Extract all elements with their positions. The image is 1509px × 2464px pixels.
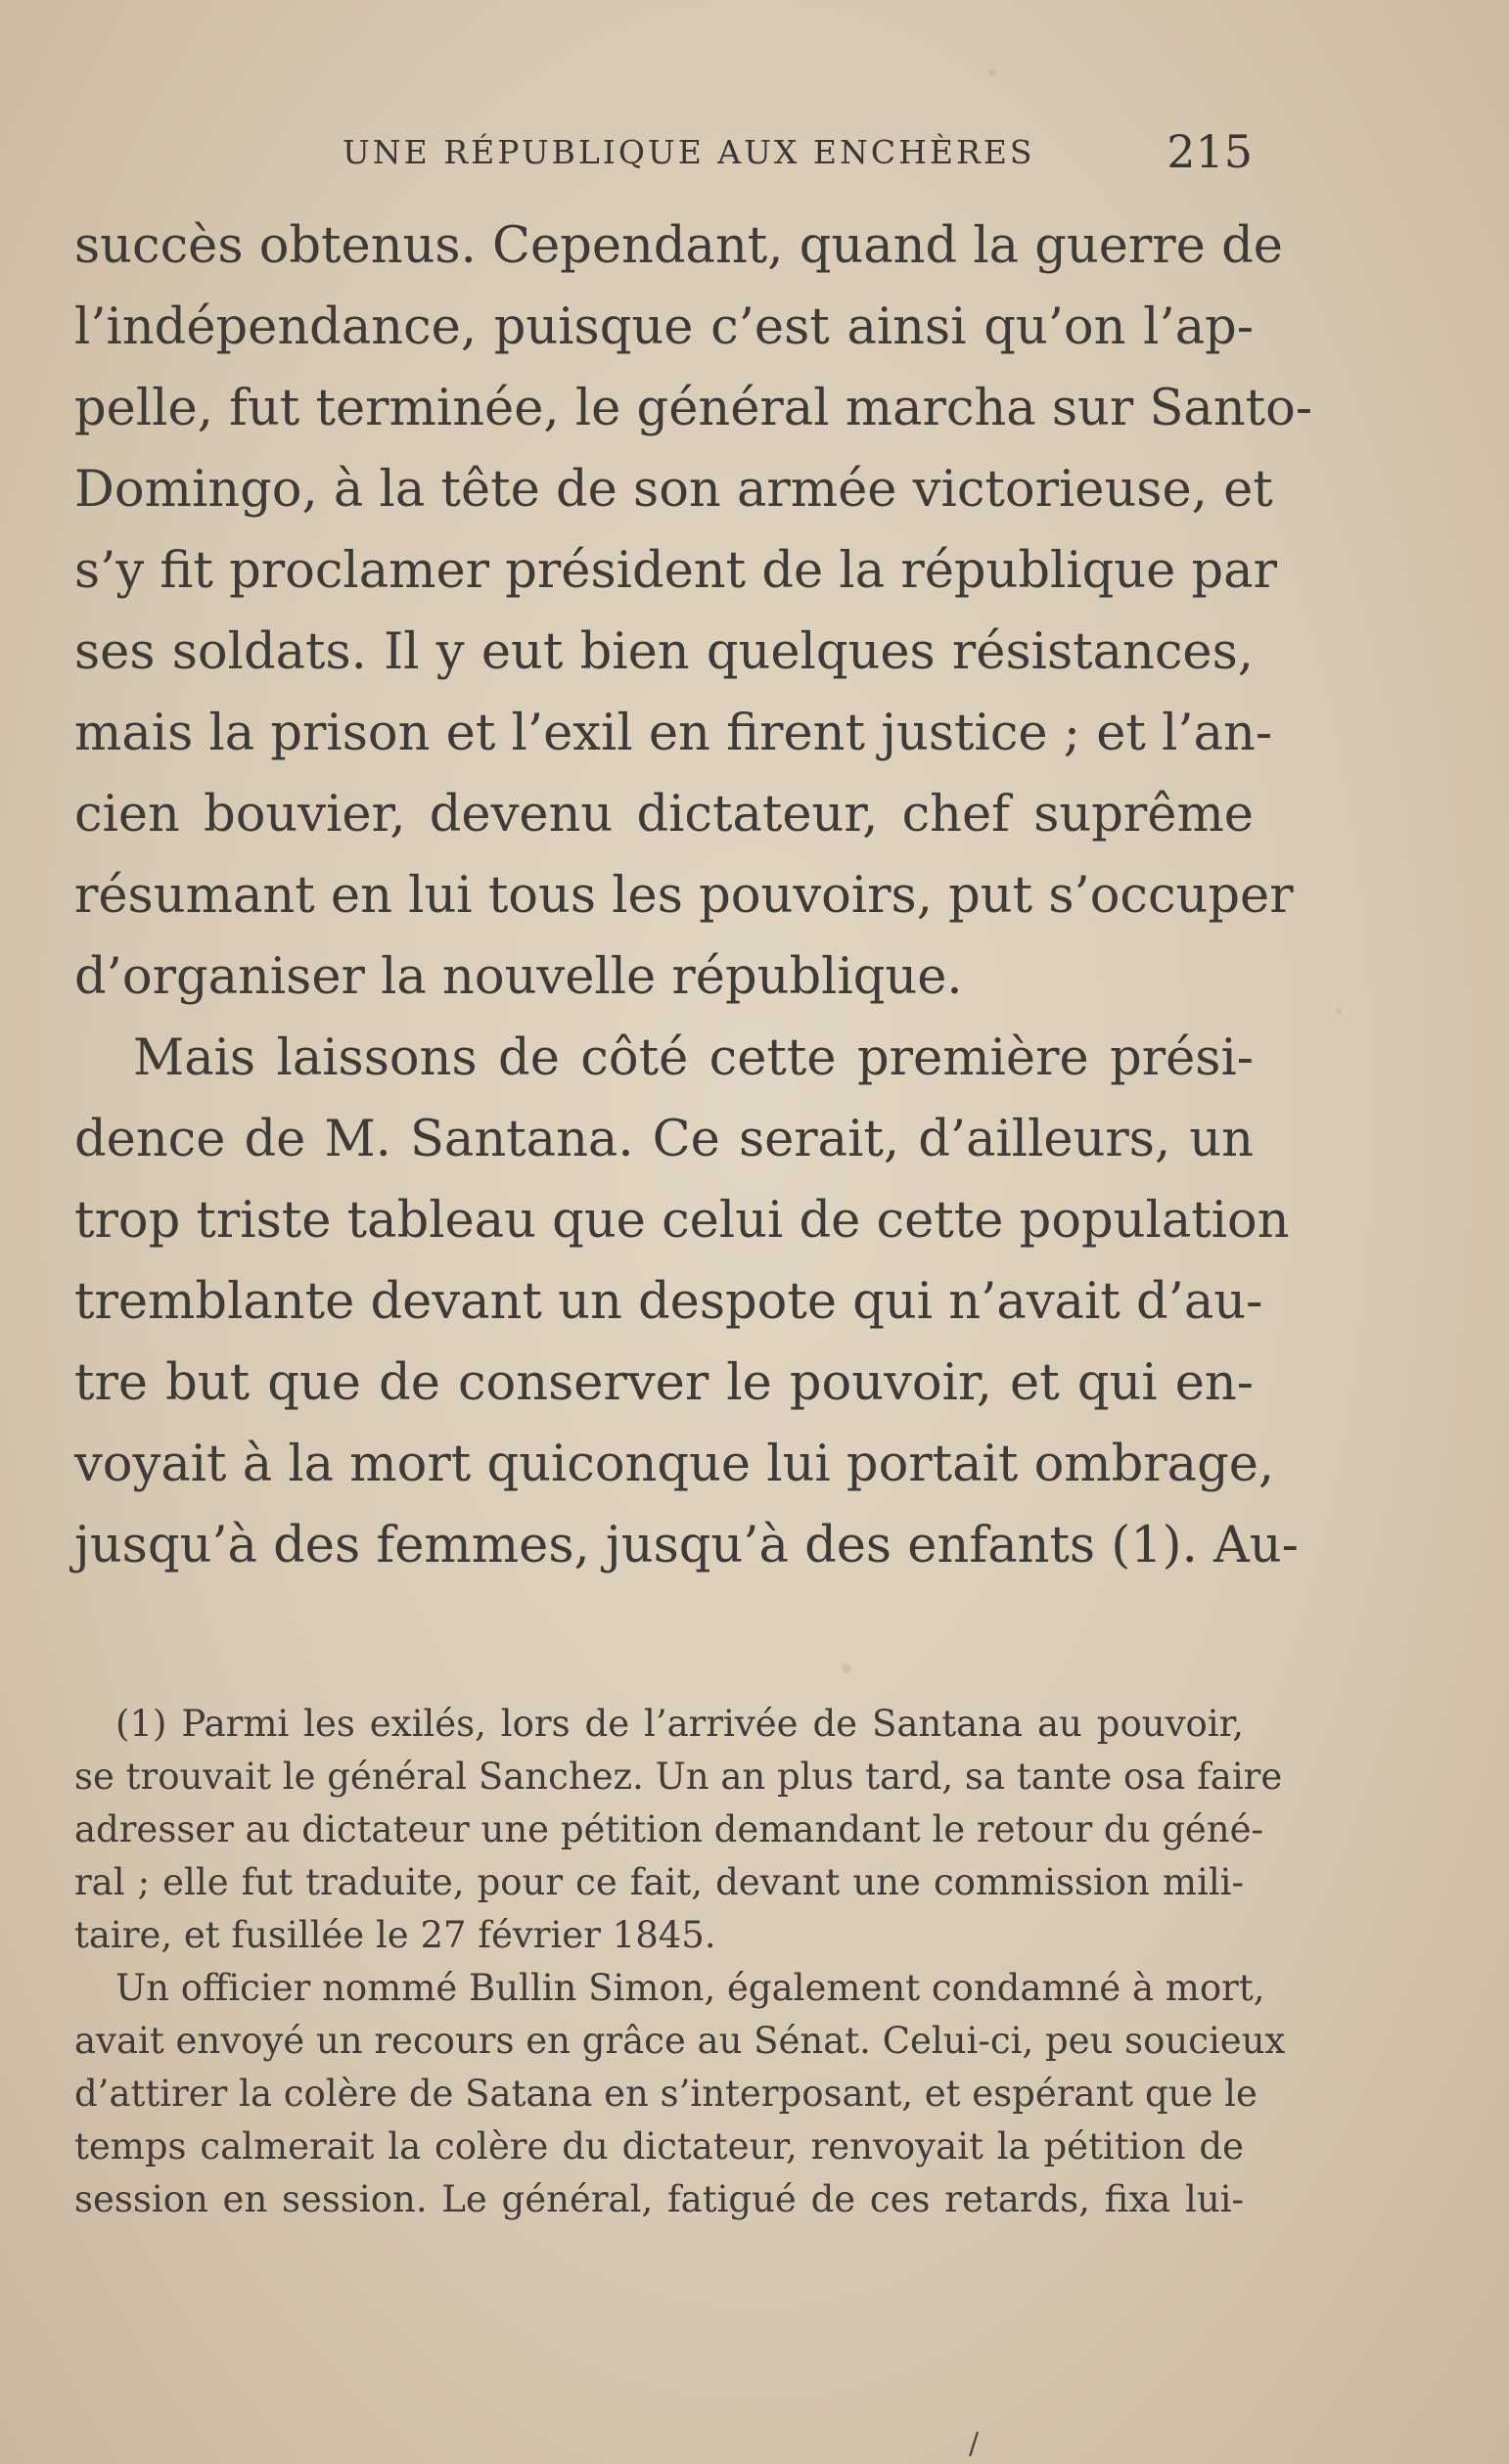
signature-mark: / [969, 2427, 980, 2461]
body-line: ses soldats. Il y eut bien quelques résistances, [74, 623, 1254, 681]
body-line: Mais laissons de côté cette première prési- [133, 1029, 1254, 1087]
body-line: mais la prison et l’exil en firent justice ; et l’an- [74, 705, 1273, 762]
body-text [74, 205, 1313, 1586]
body-line: s’y fit proclamer président de la république par [74, 542, 1277, 600]
body-line: l’indépendance, puisque c’est ainsi qu’on l’ap- [74, 298, 1254, 356]
body-line: tre but que de conserver le pouvoir, et qui en- [74, 1354, 1254, 1412]
body-line: jusqu’à des femmes, jusqu’à des enfants (1). Au- [74, 1517, 1299, 1574]
footnote-line: avait envoyé un recours en grâce au Sénat. Celui-ci, peu soucieux [74, 2020, 1286, 2062]
footnote-line: session en session. Le général, fatigué de ces retards, fixa lui- [74, 2178, 1244, 2220]
paper-speck [1336, 1008, 1342, 1014]
body-line: résumant en lui tous les pouvoirs, put s’occuper [74, 867, 1294, 925]
body-line: pelle, fut terminée, le général marcha sur Santo- [74, 380, 1313, 437]
body-line: d’organiser la nouvelle république. [74, 948, 963, 1006]
footnote-line: adresser au dictateur une pétition demandant le retour du géné- [74, 1808, 1264, 1850]
footnote-line: Un officier nommé Bullin Simon, également condamné à mort, [115, 1967, 1265, 2009]
body-line: voyait à la mort quiconque lui portait ombrage, [74, 1436, 1275, 1493]
body-line: dence de M. Santana. Ce serait, d’ailleurs, un [74, 1111, 1254, 1168]
body-line: cien bouvier, devenu dictateur, chef suprême [74, 786, 1254, 844]
page-header [343, 125, 1253, 184]
footnote-line: temps calmerait la colère du dictateur, renvoyait la pétition de [74, 2125, 1244, 2167]
body-line: trop triste tableau que celui de cette population [74, 1192, 1290, 1250]
footnote-line: d’attirer la colère de Satana en s’interposant, et espérant que le [74, 2073, 1258, 2115]
body-line: succès obtenus. Cependant, quand la guerre de [74, 217, 1283, 275]
footnote-line: se trouvait le général Sanchez. Un an plus tard, sa tante osa faire [74, 1756, 1283, 1798]
paper-speck [842, 1664, 851, 1673]
footnote-line: (1) Parmi les exilés, lors de l’arrivée de Santana au pouvoir, [115, 1703, 1244, 1745]
footnote-line: taire, et fusillée le 27 février 1845. [74, 1914, 716, 1956]
body-line: tremblante devant un despote qui n’avait d’au- [74, 1273, 1263, 1331]
running-title: UNE RÉPUBLIQUE AUX ENCHÈRES [343, 133, 1035, 171]
footnote-line: ral ; elle fut traduite, pour ce fait, devant une commission mili- [74, 1861, 1244, 1903]
page-number: 215 [1166, 125, 1253, 178]
footnotes [74, 1698, 1286, 2226]
paper-speck [988, 68, 996, 76]
body-line: Domingo, à la tête de son armée victorieuse, et [74, 461, 1273, 519]
